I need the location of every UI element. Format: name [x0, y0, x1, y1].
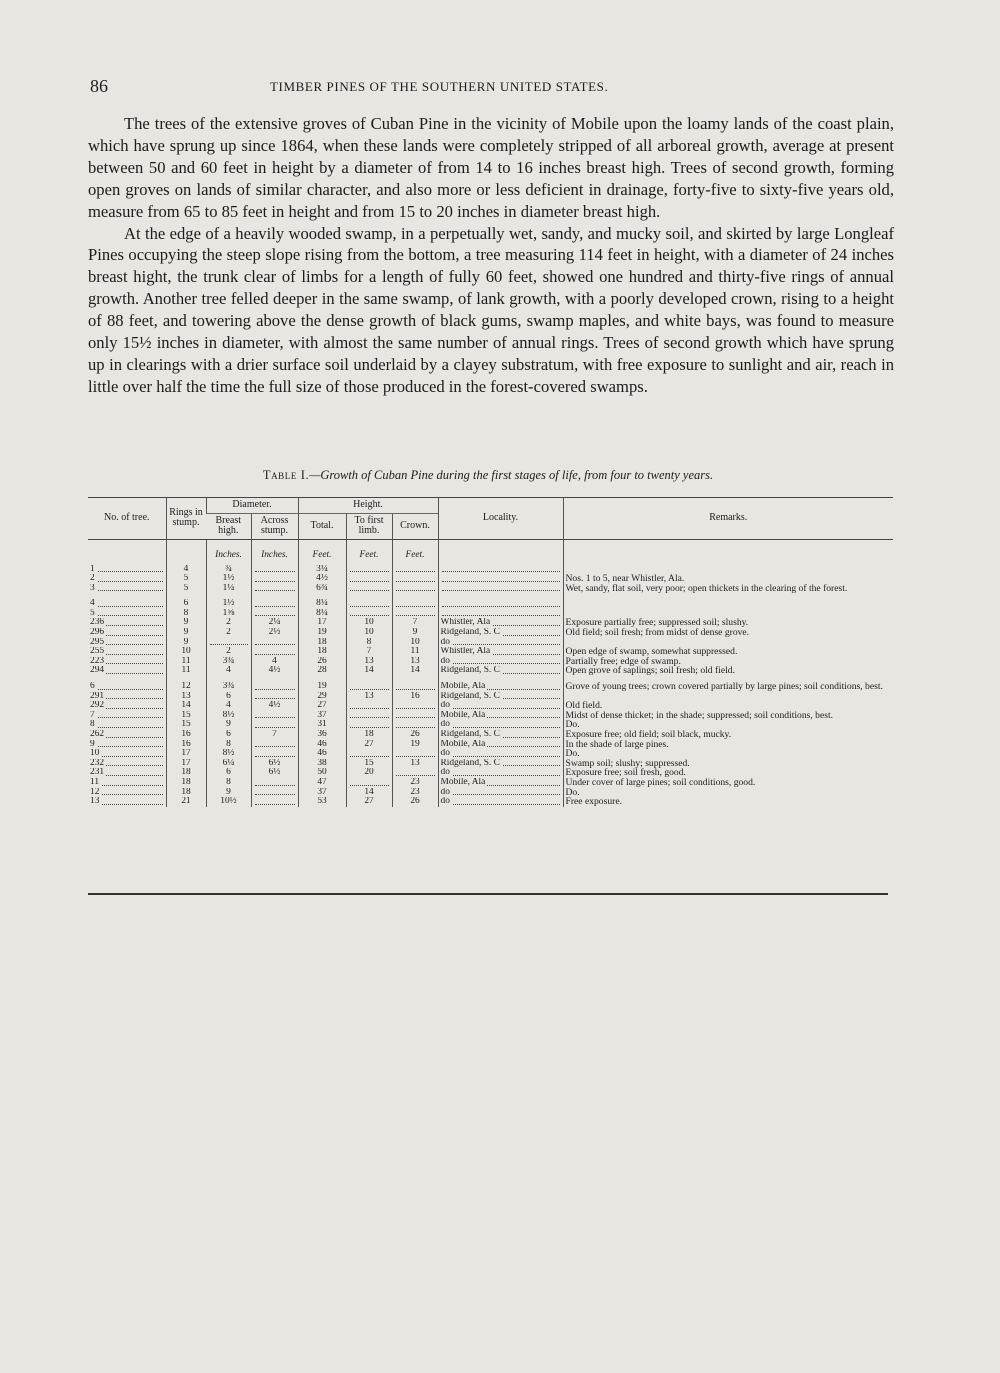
cell-rings: 9 [166, 638, 206, 648]
cell-diameter-across [251, 565, 298, 575]
cell-remarks: Do. [563, 749, 893, 759]
cell-locality: Ridgeland, S. C [438, 759, 563, 769]
cell-remarks: Wet, sandy, flat soil, very poor; open thickets in the clearing of the forest. [563, 584, 893, 594]
cell-rings: 18 [166, 768, 206, 778]
col-header-height: Height. [298, 498, 438, 514]
cell-locality: do [438, 749, 563, 759]
cell-height-first-limb: 7 [346, 647, 392, 657]
cell-height-crown [392, 701, 438, 711]
cell-height-first-limb [346, 609, 392, 619]
cell-height-first-limb: 27 [346, 797, 392, 807]
table-row [88, 584, 893, 594]
cell-locality: do [438, 720, 563, 730]
cell-diameter-across: 2¼ [251, 618, 298, 628]
cell-locality: do [438, 657, 563, 667]
paragraph: At the edge of a heavily wooded swamp, in a perpetually wet, sandy, and mucky soil, and skirted by large Longleaf Pines occupying the steep slope rising from the bottom, a tree measuring 114 feet in height, with a diameter of 24 inches breast hight, the trunk clear of limbs for a length of fully 60 feet, showed one hundred and thirty-five rings of annual growth. Another tree felled deeper in the same swamp, of lank growth, with a poorly developed crown, rising to a height of 88 feet, and towering above the dense growth of black gums, swamp maples, and white bays, was found to measure only 15½ inches in diameter, with almost the same number of annual rings. Trees of second growth which have sprung up in clearings with a drier surface soil underlaid by a clayey substratum, with free exposure to sunlight and air, reach in little over half the time the full size of those produced in the forest-covered swamps. [88, 223, 894, 396]
cell-tree-number: 4 [88, 599, 166, 609]
table-row [88, 647, 893, 657]
cell-locality: Mobile, Ala [438, 711, 563, 721]
cell-diameter-breast: 6 [206, 730, 251, 740]
cell-diameter-breast: 9 [206, 788, 251, 798]
table-row [88, 609, 893, 619]
table-row [88, 797, 893, 807]
cell-remarks: Nos. 1 to 5, near Whistler, Ala. [563, 574, 893, 584]
cell-rings: 17 [166, 759, 206, 769]
cell-height-crown: 26 [392, 730, 438, 740]
cell-tree-number: 291 [88, 692, 166, 702]
cell-locality: Ridgeland, S. C [438, 666, 563, 676]
cell-rings: 8 [166, 609, 206, 619]
cell-diameter-across [251, 778, 298, 788]
table-row [88, 730, 893, 740]
table-row [88, 682, 893, 692]
cell-height-crown [392, 565, 438, 575]
table-row [88, 666, 893, 676]
cell-tree-number: 10 [88, 749, 166, 759]
col-header-across: Across stump. [251, 513, 298, 539]
cell-rings: 12 [166, 682, 206, 692]
cell-locality: do [438, 701, 563, 711]
cell-height-first-limb: 18 [346, 730, 392, 740]
cell-height-total: 8¼ [298, 609, 346, 619]
col-header-breast: Breast high. [206, 513, 251, 539]
cell-diameter-across: 4½ [251, 701, 298, 711]
cell-height-first-limb [346, 778, 392, 788]
table-bottom-rule [88, 893, 888, 895]
cell-diameter-breast: 8 [206, 740, 251, 750]
cell-rings: 5 [166, 574, 206, 584]
cell-height-first-limb: 14 [346, 666, 392, 676]
running-title: TIMBER PINES OF THE SOUTHERN UNITED STATES. [270, 79, 609, 94]
cell-diameter-across: 4½ [251, 666, 298, 676]
cell-diameter-across [251, 711, 298, 721]
cell-height-total: 37 [298, 788, 346, 798]
cell-height-first-limb [346, 682, 392, 692]
table-row [88, 574, 893, 584]
cell-diameter-breast: 3¾ [206, 657, 251, 667]
cell-tree-number: 9 [88, 740, 166, 750]
unit-label: Inches. [251, 539, 298, 565]
cell-diameter-across [251, 609, 298, 619]
cell-diameter-breast: 6 [206, 768, 251, 778]
cell-height-crown: 9 [392, 628, 438, 638]
cell-height-crown: 7 [392, 618, 438, 628]
page-number: 86 [90, 76, 108, 96]
cell-rings: 5 [166, 584, 206, 594]
cell-height-crown [392, 720, 438, 730]
cell-diameter-across: 7 [251, 730, 298, 740]
cell-height-first-limb [346, 711, 392, 721]
cell-height-crown [392, 574, 438, 584]
cell-remarks: Exposure partially free; suppressed soil; slushy. [563, 618, 893, 628]
cell-remarks [563, 692, 893, 702]
cell-tree-number: 12 [88, 788, 166, 798]
cell-diameter-breast: 9 [206, 720, 251, 730]
cell-rings: 17 [166, 749, 206, 759]
cell-diameter-breast: 1½ [206, 574, 251, 584]
cell-diameter-breast: 6¼ [206, 759, 251, 769]
cell-height-first-limb: 14 [346, 788, 392, 798]
cell-diameter-breast: 8 [206, 778, 251, 788]
cell-height-first-limb: 10 [346, 618, 392, 628]
cell-tree-number: 223 [88, 657, 166, 667]
cell-tree-number: 11 [88, 778, 166, 788]
table-row [88, 768, 893, 778]
cell-height-crown [392, 749, 438, 759]
unit-label: Feet. [392, 539, 438, 565]
unit-label: Feet. [298, 539, 346, 565]
cell-height-crown [392, 682, 438, 692]
cell-rings: 10 [166, 647, 206, 657]
cell-height-crown: 10 [392, 638, 438, 648]
cell-height-total: 18 [298, 647, 346, 657]
cell-diameter-across [251, 599, 298, 609]
cell-height-crown: 13 [392, 657, 438, 667]
cell-diameter-across [251, 682, 298, 692]
cell-locality [438, 599, 563, 609]
cell-rings: 18 [166, 778, 206, 788]
cell-remarks: Exposure free; soil fresh, good. [563, 768, 893, 778]
cell-height-total: 29 [298, 692, 346, 702]
cell-tree-number: 6 [88, 682, 166, 692]
cell-height-first-limb [346, 701, 392, 711]
cell-height-total: 28 [298, 666, 346, 676]
cell-tree-number: 1 [88, 565, 166, 575]
cell-locality: do [438, 788, 563, 798]
table-row [88, 759, 893, 769]
cell-tree-number: 3 [88, 584, 166, 594]
cell-height-first-limb [346, 584, 392, 594]
cell-tree-number: 294 [88, 666, 166, 676]
col-header-no: No. of tree. [88, 498, 166, 540]
cell-remarks: Old field. [563, 701, 893, 711]
cell-rings: 16 [166, 740, 206, 750]
cell-diameter-breast: 10½ [206, 797, 251, 807]
cell-height-total: 18 [298, 638, 346, 648]
cell-height-crown: 23 [392, 788, 438, 798]
cell-height-first-limb [346, 574, 392, 584]
cell-remarks: Open grove of saplings; soil fresh; old field. [563, 666, 893, 676]
cell-height-total: 19 [298, 628, 346, 638]
cell-height-first-limb: 8 [346, 638, 392, 648]
cell-height-total: 47 [298, 778, 346, 788]
cell-diameter-across [251, 638, 298, 648]
cell-height-crown: 26 [392, 797, 438, 807]
cell-tree-number: 255 [88, 647, 166, 657]
cell-diameter-breast: 8½ [206, 749, 251, 759]
cell-diameter-breast: 2 [206, 618, 251, 628]
cell-diameter-across: 6½ [251, 768, 298, 778]
cell-diameter-across: 2½ [251, 628, 298, 638]
cell-height-first-limb [346, 565, 392, 575]
table-container [88, 497, 893, 807]
cell-diameter-across: 6½ [251, 759, 298, 769]
table-caption [88, 468, 888, 483]
cell-diameter-breast: ¾ [206, 565, 251, 575]
cell-remarks: Free exposure. [563, 797, 893, 807]
cell-diameter-across [251, 647, 298, 657]
cell-remarks: Under cover of large pines; soil conditions, good. [563, 778, 893, 788]
col-header-crown: Crown. [392, 513, 438, 539]
cell-height-total: 6¾ [298, 584, 346, 594]
cell-height-crown: 13 [392, 759, 438, 769]
table-row [88, 565, 893, 575]
cell-height-total: 4½ [298, 574, 346, 584]
cell-locality: do [438, 638, 563, 648]
cell-tree-number: 7 [88, 711, 166, 721]
cell-diameter-across [251, 749, 298, 759]
cell-diameter-breast: 8½ [206, 711, 251, 721]
col-header-locality: Locality. [438, 498, 563, 540]
cell-locality: Mobile, Ala [438, 682, 563, 692]
cell-height-crown: 16 [392, 692, 438, 702]
cell-diameter-breast: 3¾ [206, 682, 251, 692]
cell-locality [438, 574, 563, 584]
cell-locality: Ridgeland, S. C [438, 730, 563, 740]
cell-remarks [563, 638, 893, 648]
col-header-diameter: Diameter. [206, 498, 298, 514]
cell-diameter-breast: 2 [206, 647, 251, 657]
table-row [88, 740, 893, 750]
cell-remarks: Do. [563, 788, 893, 798]
table-row [88, 599, 893, 609]
cell-remarks: Midst of dense thicket; in the shade; suppressed; soil conditions, best. [563, 711, 893, 721]
cell-locality: Ridgeland, S. C [438, 628, 563, 638]
cell-diameter-breast: 4 [206, 666, 251, 676]
page-header [90, 76, 890, 100]
cell-height-first-limb: 27 [346, 740, 392, 750]
cell-height-total: 46 [298, 749, 346, 759]
cell-tree-number: 2 [88, 574, 166, 584]
cell-diameter-breast: 2 [206, 628, 251, 638]
cell-height-total: 50 [298, 768, 346, 778]
cell-diameter-breast: 4 [206, 701, 251, 711]
cell-tree-number: 8 [88, 720, 166, 730]
cell-rings: 15 [166, 720, 206, 730]
cell-diameter-across [251, 692, 298, 702]
growth-table [88, 497, 893, 807]
col-header-total: Total. [298, 513, 346, 539]
table-body [88, 539, 893, 807]
table-row [88, 701, 893, 711]
cell-height-first-limb: 15 [346, 759, 392, 769]
cell-height-first-limb: 10 [346, 628, 392, 638]
cell-height-first-limb: 20 [346, 768, 392, 778]
cell-height-total: 38 [298, 759, 346, 769]
cell-height-total: 36 [298, 730, 346, 740]
cell-rings: 21 [166, 797, 206, 807]
cell-tree-number: 232 [88, 759, 166, 769]
table-title: —Growth of Cuban Pine during the first stages of life, from four to twenty years. [309, 468, 714, 482]
cell-remarks [563, 609, 893, 619]
cell-diameter-across [251, 584, 298, 594]
cell-height-total: 19 [298, 682, 346, 692]
cell-height-total: 53 [298, 797, 346, 807]
cell-rings: 9 [166, 618, 206, 628]
cell-tree-number: 5 [88, 609, 166, 619]
cell-height-total: 17 [298, 618, 346, 628]
cell-height-crown: 19 [392, 740, 438, 750]
cell-diameter-breast: 1¼ [206, 584, 251, 594]
cell-locality: Whistler, Ala [438, 618, 563, 628]
cell-diameter-breast: 1½ [206, 599, 251, 609]
cell-height-first-limb: 13 [346, 657, 392, 667]
cell-tree-number: 231 [88, 768, 166, 778]
cell-height-crown [392, 711, 438, 721]
table-row [88, 711, 893, 721]
cell-locality [438, 584, 563, 594]
cell-remarks [563, 565, 893, 575]
unit-label: Inches. [206, 539, 251, 565]
cell-tree-number: 296 [88, 628, 166, 638]
cell-height-total: 31 [298, 720, 346, 730]
cell-diameter-across [251, 797, 298, 807]
cell-diameter-across [251, 574, 298, 584]
table-row [88, 628, 893, 638]
cell-rings: 4 [166, 565, 206, 575]
table-row [88, 618, 893, 628]
cell-locality: do [438, 768, 563, 778]
cell-remarks: Grove of young trees; crown covered partially by large pines; soil conditions, best. [563, 682, 893, 692]
cell-locality [438, 565, 563, 575]
cell-height-total: 3¼ [298, 565, 346, 575]
cell-remarks: Exposure free; old field; soil black, mucky. [563, 730, 893, 740]
cell-rings: 16 [166, 730, 206, 740]
cell-height-crown [392, 584, 438, 594]
cell-height-total: 37 [298, 711, 346, 721]
cell-height-first-limb: 13 [346, 692, 392, 702]
cell-rings: 9 [166, 628, 206, 638]
cell-diameter-across [251, 788, 298, 798]
cell-height-first-limb [346, 720, 392, 730]
cell-rings: 11 [166, 657, 206, 667]
cell-diameter-across [251, 740, 298, 750]
col-header-rings: Rings in stump. [166, 498, 206, 540]
cell-rings: 18 [166, 788, 206, 798]
table-row [88, 788, 893, 798]
cell-locality [438, 609, 563, 619]
cell-remarks: Do. [563, 720, 893, 730]
table-row [88, 778, 893, 788]
cell-remarks: Old field; soil fresh; from midst of dense grove. [563, 628, 893, 638]
col-header-remarks: Remarks. [563, 498, 893, 540]
cell-remarks: Swamp soil; slushy; suppressed. [563, 759, 893, 769]
cell-diameter-across [251, 720, 298, 730]
cell-height-first-limb [346, 599, 392, 609]
cell-tree-number: 295 [88, 638, 166, 648]
cell-diameter-breast [206, 638, 251, 648]
cell-diameter-breast: 1⅝ [206, 609, 251, 619]
table-row [88, 657, 893, 667]
cell-tree-number: 13 [88, 797, 166, 807]
cell-diameter-breast: 6 [206, 692, 251, 702]
table-row [88, 692, 893, 702]
cell-tree-number: 262 [88, 730, 166, 740]
cell-tree-number: 292 [88, 701, 166, 711]
cell-locality: Mobile, Ala [438, 740, 563, 750]
cell-tree-number: 236 [88, 618, 166, 628]
cell-locality: Ridgeland, S. C [438, 692, 563, 702]
paragraph: The trees of the extensive groves of Cuban Pine in the vicinity of Mobile upon the loamy lands of the coast plain, which have sprung up since 1864, when these lands were completely stripped of all arboreal growth, average at present between 50 and 60 feet in height by a diameter of from 14 to 16 inches breast high. Trees of second growth, forming open groves on lands of similar character, and also more or less deficient in drainage, forty-five to sixty-five years old, measure from 65 to 85 feet in height and from 15 to 20 inches in diameter breast high. [88, 114, 894, 221]
cell-height-crown [392, 609, 438, 619]
cell-height-crown [392, 599, 438, 609]
cell-height-total: 26 [298, 657, 346, 667]
body-text [88, 113, 894, 398]
cell-rings: 13 [166, 692, 206, 702]
cell-rings: 11 [166, 666, 206, 676]
table-label: Table I. [262, 468, 310, 482]
cell-rings: 6 [166, 599, 206, 609]
cell-height-crown: 14 [392, 666, 438, 676]
cell-diameter-across: 4 [251, 657, 298, 667]
units-row [88, 539, 893, 565]
cell-locality: do [438, 797, 563, 807]
cell-locality: Whistler, Ala [438, 647, 563, 657]
col-header-first-limb: To first limb. [346, 513, 392, 539]
cell-height-crown: 11 [392, 647, 438, 657]
cell-height-first-limb [346, 749, 392, 759]
cell-remarks: Partially free; edge of swamp. [563, 657, 893, 667]
cell-height-crown: 23 [392, 778, 438, 788]
cell-remarks [563, 599, 893, 609]
cell-height-total: 8¼ [298, 599, 346, 609]
cell-height-total: 27 [298, 701, 346, 711]
cell-height-total: 46 [298, 740, 346, 750]
table-row [88, 749, 893, 759]
cell-locality: Mobile, Ala [438, 778, 563, 788]
table-row [88, 720, 893, 730]
table-row [88, 638, 893, 648]
cell-rings: 15 [166, 711, 206, 721]
cell-height-crown [392, 768, 438, 778]
cell-remarks: In the shade of large pines. [563, 740, 893, 750]
unit-label: Feet. [346, 539, 392, 565]
cell-remarks: Open edge of swamp, somewhat suppressed. [563, 647, 893, 657]
cell-rings: 14 [166, 701, 206, 711]
